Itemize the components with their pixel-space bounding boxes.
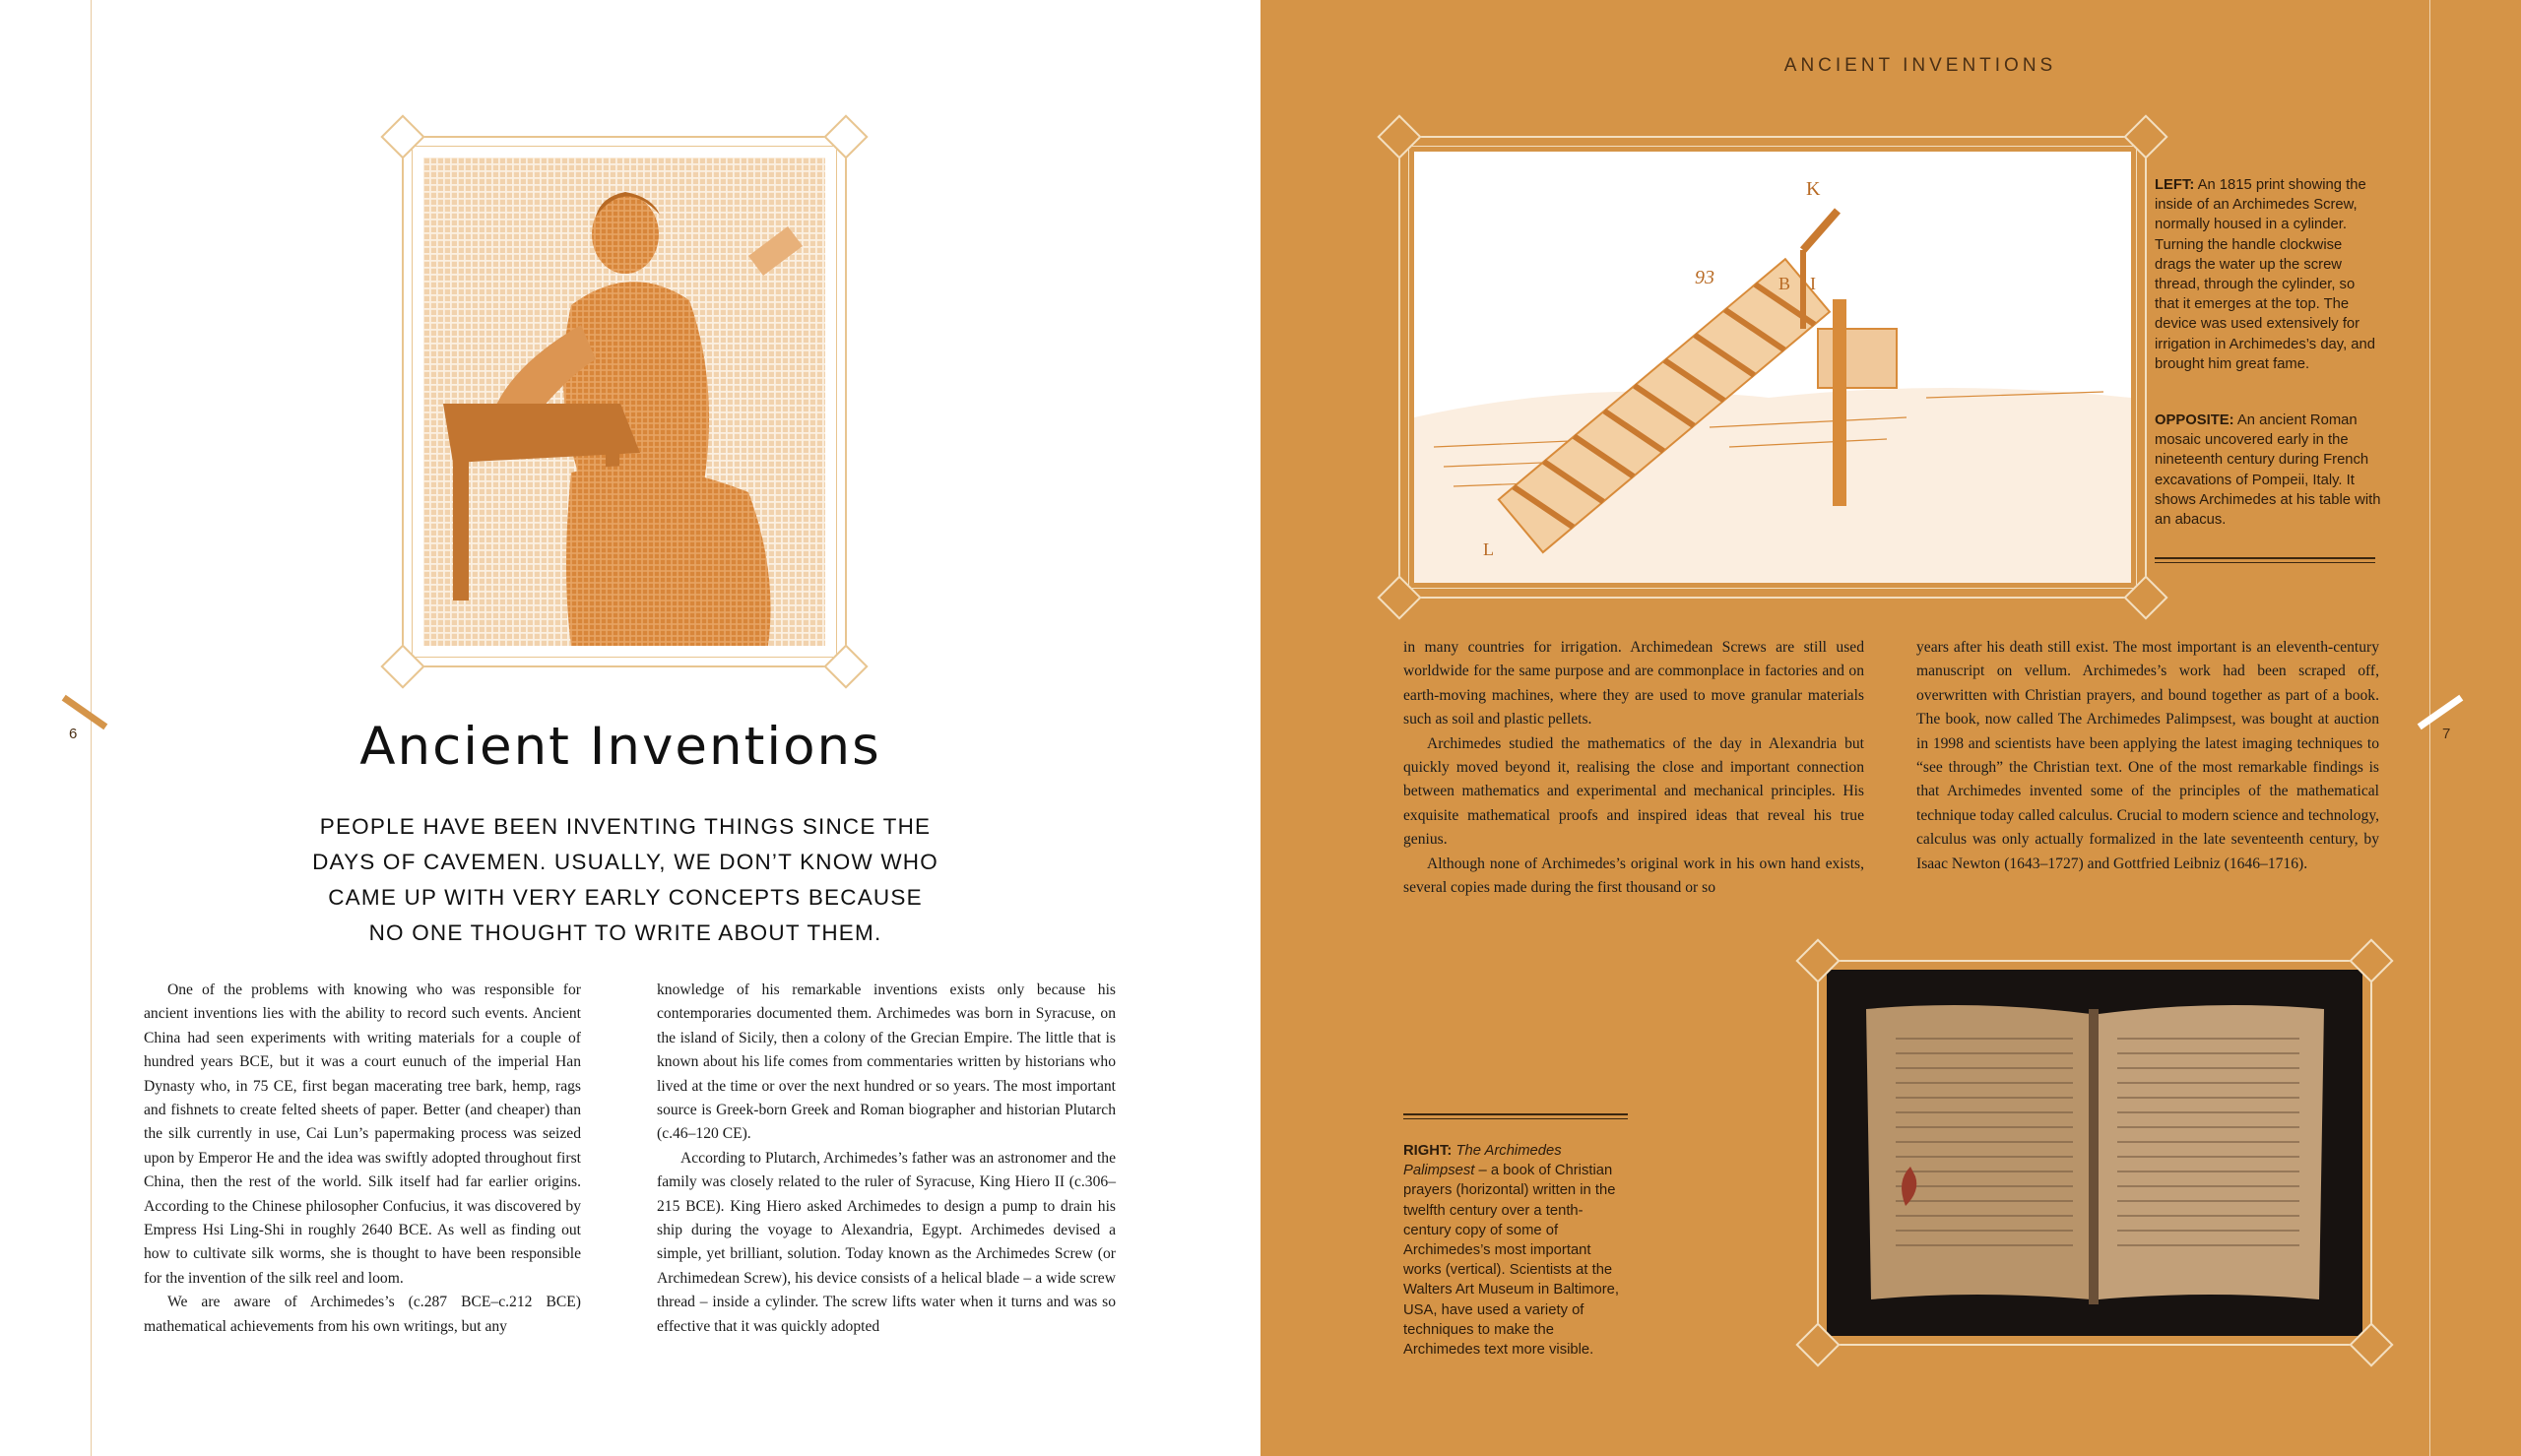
- caption-text: An 1815 print showing the inside of an Archimedes Screw, normally housed in a cylinder. Turning the handle clockwise drags the water up the screw thread, through the cylinder, so that it emerges at the top. The device was used extensively for irrigation in Archimedes’s day, and brought him great fame.: [2155, 177, 2375, 372]
- page-title: Ancient Inventions: [359, 717, 881, 777]
- archimedes-screw-print: [1414, 152, 2131, 583]
- palimpsest-photo: [1827, 970, 2362, 1336]
- caption-label: OPPOSITE:: [2155, 412, 2234, 428]
- running-head: ANCIENT INVENTIONS: [1783, 55, 2057, 76]
- body-column-1: [144, 979, 581, 1339]
- caption-left: [2155, 175, 2381, 374]
- left-margin-rule: [91, 0, 92, 1456]
- page-number-left: 6: [69, 726, 78, 742]
- paragraph: in many countries for irrigation. Archimedean Screws are still used worldwide for the same purpose and are commonplace in factories and on earth-moving machines, where they are used to move granular materials such as soil and plastic pellets.: [1403, 639, 1864, 728]
- caption-rule: [2155, 562, 2375, 563]
- palimpsest-figure: [1817, 960, 2372, 1346]
- caption-label: RIGHT:: [1403, 1143, 1453, 1159]
- caption-title: The Archimedes Palimpsest: [1403, 1143, 1562, 1179]
- caption-text: – a book of Christian prayers (horizontal) written in the twelfth century over a tenth-century copy of some of Archimedes’s most important works (vertical). Scientists at the Walters Art Museum in Baltimore, USA, have used a variety of techniques to make the Archimedes text more visible.: [1403, 1163, 1619, 1359]
- right-margin-rule: [2429, 0, 2430, 1456]
- paragraph: One of the problems with knowing who was responsible for ancient inventions lies with the ability to record such events. Ancient China had seen experiments with writing materials for a couple of hundred years BCE, but it was a court eunuch of the imperial Han Dynasty who, in 75 CE, first began macerating tree bark, hemp, rags and fishnets to create felted sheets of paper. Better (and cheaper) than the silk currently in use, Cai Lun’s papermaking process was seized upon by Emperor He and the idea was swiftly adopted throughout first China, then the rest of the world. Silk itself had far earlier origins. According to the Chinese philosopher Confucius, it was discovered by Empress Hsi Ling-Shi in roughly 2640 BCE. As well as finding out how to cultivate silk worms, she is thought to have been responsible for the invention of the silk reel and loom.: [144, 981, 581, 1287]
- label-l: L: [1483, 539, 1494, 559]
- body-column-2: [657, 979, 1116, 1339]
- label-i: I: [1810, 274, 1816, 293]
- caption-rule: [1403, 1118, 1628, 1119]
- page-number-right: 7: [2442, 726, 2451, 742]
- caption-rule: [1403, 1113, 1628, 1115]
- paragraph: According to Plutarch, Archimedes’s father was an astronomer and the family was closely related to the ruler of Syracuse, King Hiero II (c.306–215 BCE). King Hiero asked Archimedes to design a pump to drain his ship during the voyage to Alexandria, Egypt. Archimedes devised a simple, yet brilliant, solution. Today known as the Archimedes Screw (or Archimedean Screw), his device consists of a helical blade – a wide screw thread – inside a cylinder. The screw lifts water when it turns and was so effective that it was quickly adopted: [657, 1149, 1116, 1335]
- label-b: B: [1778, 274, 1791, 293]
- body-column-4: [1916, 636, 2379, 876]
- label-k: K: [1806, 178, 1821, 200]
- archimedes-mosaic-image: [423, 158, 825, 646]
- paragraph: We are aware of Archimedes’s (c.287 BCE–c.212 BCE) mathematical achievements from his own writings, but any: [144, 1294, 581, 1335]
- caption-rule: [2155, 557, 2375, 559]
- paragraph: knowledge of his remarkable inventions exists only because his contemporaries documented them. Archimedes was born in Syracuse, on the island of Sicily, then a colony of the Grecian Empire. The little that is known about his life comes from commentaries written by historians who lived at the time or over the next hundred or so years. The most important source is Greek-born Greek and Roman biographer and historian Plutarch (c.46–120 CE).: [657, 981, 1116, 1143]
- paragraph: Archimedes studied the mathematics of the day in Alexandria but quickly moved beyond it, realising the close and important connection between mathematics and experimental and mechanical principles. His exquisite mathematical proofs and inspired ideas that reveal his true genius.: [1403, 734, 1864, 849]
- caption-right: [1403, 1141, 1630, 1360]
- paragraph: Although none of Archimedes’s original work in his own hand exists, several copies made during the first thousand or so: [1403, 855, 1864, 897]
- screw-figure: [1398, 136, 2147, 599]
- intro-deck: PEOPLE HAVE BEEN INVENTING THINGS SINCE THE DAYS OF CAVEMEN. USUALLY, WE DON’T KNOW WHO CAME UP WITH VERY EARLY CONCEPTS BECAUSE NO ONE THOUGHT TO WRITE ABOUT THEM.: [312, 814, 938, 945]
- caption-opposite: [2155, 411, 2381, 530]
- label-figure-number: 93: [1695, 267, 1714, 288]
- paragraph: years after his death still exist. The most important is an eleventh-century manuscript on vellum. Archimedes’s work had been scraped off, overwritten with Christian prayers, and bound together as part of a book. The book, now called The Archimedes Palimpsest, was bought at auction in 1998 and scientists have been applying the latest imaging techniques to “see through” the Christian text. One of the most remarkable findings is that Archimedes invented some of the principles of the mathematical technique today called calculus. Crucial to modern science and technology, calculus was only actually formalized in the late seventeenth century, by Isaac Newton (1643–1727) and Gottfried Leibniz (1646–1716).: [1916, 639, 2379, 872]
- caption-text: An ancient Roman mosaic uncovered early in the nineteenth century during French excavations of Pompeii, Italy. It shows Archimedes at his table with an abacus.: [2155, 412, 2381, 529]
- mosaic-figure: [402, 136, 847, 667]
- caption-label: LEFT:: [2155, 177, 2195, 193]
- body-column-3: [1403, 636, 1864, 900]
